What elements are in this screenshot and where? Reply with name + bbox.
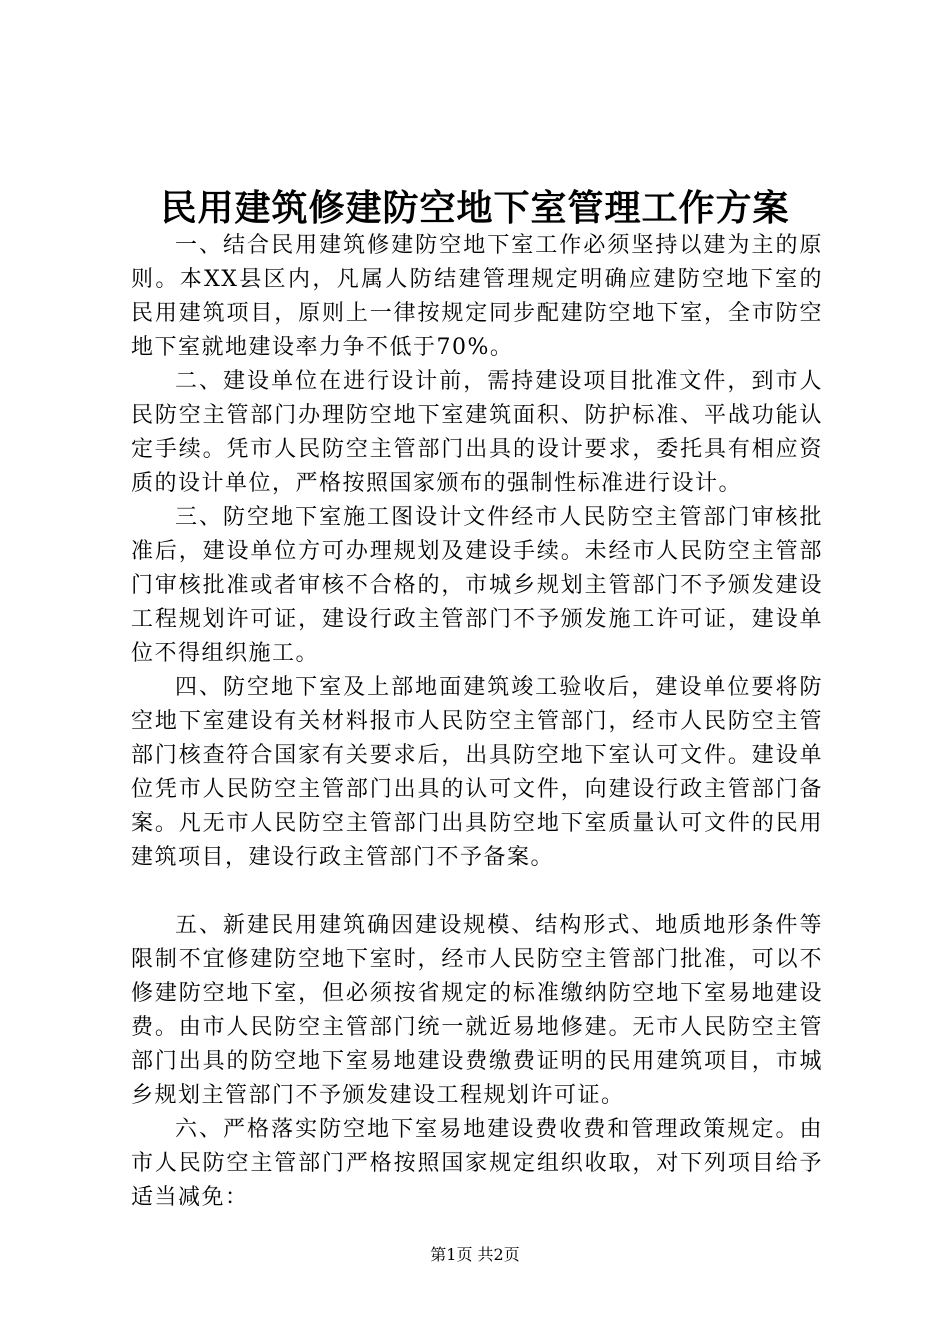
paragraph-2: 二、建设单位在进行设计前，需持建设项目批准文件，到市人民防空主管部门办理防空地下室建筑面积、防护标准、平战功能认定手续。凭市人民防空主管部门出具的设计要求，委托具有相应资质的设计单位，严格按照国家颁布的强制性标准进行设计。: [131, 369, 823, 496]
document-title: 民用建筑修建防空地下室管理工作方案: [160, 187, 790, 229]
paragraph-4: 四、防空地下室及上部地面建筑竣工验收后，建设单位要将防空地下室建设有关材料报市人民防空主管部门，经市人民防空主管部门核查符合国家有关要求后，出具防空地下室认可文件。建设单位凭市人民防空主管部门出具的认可文件，向建设行政主管部门备案。凡无市人民防空主管部门出具防空地下室质量认可文件的民用建筑项目，建设行政主管部门不予备案。: [131, 675, 823, 870]
paragraph-spacer: [131, 875, 823, 909]
paragraph-1: 一、结合民用建筑修建防空地下室工作必须坚持以建为主的原则。本XX县区内，凡属人防结建管理规定明确应建防空地下室的民用建筑项目，原则上一律按规定同步配建防空地下室，全市防空地下室就地建设率力争不低于70%。: [131, 233, 823, 360]
paragraph-6: 六、严格落实防空地下室易地建设费收费和管理政策规定。由市人民防空主管部门严格按照国家规定组织收取，对下列项目给予适当减免：: [131, 1117, 823, 1210]
page-number-total: 共2页: [477, 1245, 520, 1264]
paragraph-3: 三、防空地下室施工图设计文件经市人民防空主管部门审核批准后，建设单位方可办理规划及建设手续。未经市人民防空主管部门审核批准或者审核不合格的，市城乡规划主管部门不予颁发建设工程规划许可证，建设行政主管部门不予颁发施工许可证，建设单位不得组织施工。: [131, 505, 823, 666]
page-number-current: 第1页: [430, 1245, 473, 1264]
page-footer: [0, 1244, 950, 1266]
document-body: [131, 229, 823, 1215]
paragraph-5: 五、新建民用建筑确因建设规模、结构形式、地质地形条件等限制不宜修建防空地下室时，经市人民防空主管部门批准，可以不修建防空地下室，但必须按省规定的标准缴纳防空地下室易地建设费。由市人民防空主管部门统一就近易地修建。无市人民防空主管部门出具的防空地下室易地建设费缴费证明的民用建筑项目，市城乡规划主管部门不予颁发建设工程规划许可证。: [131, 913, 823, 1108]
